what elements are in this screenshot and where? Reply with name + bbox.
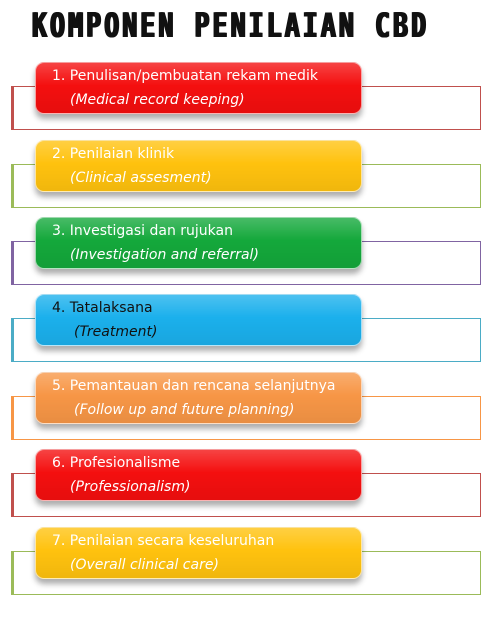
item-pill	[35, 294, 362, 346]
page-title: KOMPONEN PENILAIAN CBD	[32, 6, 430, 46]
item-label: 1. Penulisan/pembuatan rekam medik	[52, 68, 318, 84]
item-pill	[35, 449, 362, 501]
list-item	[0, 527, 494, 605]
item-pill	[35, 372, 362, 424]
item-translation: (Professionalism)	[70, 479, 191, 495]
item-label: 4. Tatalaksana	[52, 300, 153, 316]
item-pill	[35, 527, 362, 579]
item-label: 2. Penilaian klinik	[52, 146, 175, 162]
item-label: 7. Penilaian secara keseluruhan	[52, 533, 275, 549]
item-label: 5. Pemantauan dan rencana selanjutnya	[52, 378, 336, 394]
list-item	[0, 217, 494, 295]
list-item	[0, 372, 494, 450]
item-pill	[35, 62, 362, 114]
item-translation: (Follow up and future planning)	[74, 402, 295, 418]
list-item	[0, 140, 494, 218]
item-translation: (Investigation and referral)	[70, 247, 259, 263]
item-translation: (Overall clinical care)	[70, 557, 219, 573]
item-translation: (Clinical assesment)	[70, 170, 212, 186]
list-item	[0, 294, 494, 372]
list-item	[0, 449, 494, 527]
item-translation: (Treatment)	[74, 324, 158, 340]
item-pill	[35, 217, 362, 269]
item-translation: (Medical record keeping)	[70, 92, 245, 108]
item-label: 3. Investigasi dan rujukan	[52, 223, 233, 239]
item-pill	[35, 140, 362, 192]
item-label: 6. Profesionalisme	[52, 455, 181, 471]
list-item	[0, 62, 494, 140]
